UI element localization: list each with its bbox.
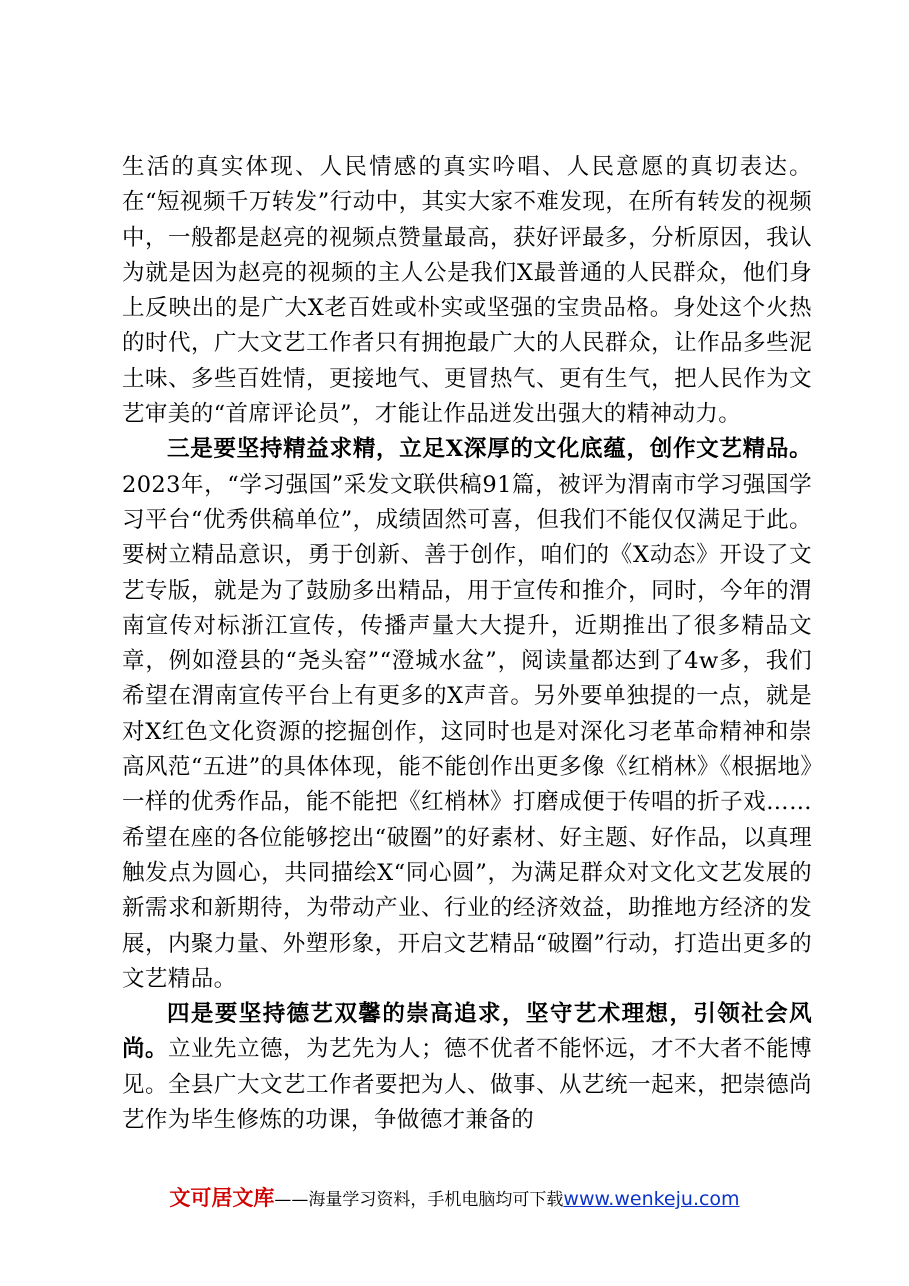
footer-brand: 文可居文库 bbox=[169, 1186, 275, 1210]
point-three-heading: 三是要坚持精益求精，立足X深厚的文化底蕴，创作文艺精品。 bbox=[167, 436, 812, 463]
point-four-heading: 四是要坚持德艺双馨的崇高追求，坚守艺术理想，引领社会风尚。 bbox=[122, 1001, 812, 1063]
footer-watermark bbox=[0, 1182, 909, 1212]
point-four-body: 立业先立德，为艺先为人；德不优者不能怀远，才不大者不能博见。全县广大文艺工作者要把为人、做事、从艺统一起来，把崇德尚艺作为毕生修炼的功课，争做德才兼备的 bbox=[122, 1036, 812, 1134]
paragraph-continuation: 生活的真实体现、人民情感的真实吟唱、人民意愿的真切表达。在“短视频千万转发”行动中，其实大家不难发现，在所有转发的视频中，一般都是赵亮的视频点赞量最高，获好评最多，分析原因，我认为就是因为赵亮的视频的主人公是我们X最普通的人民群众，他们身上反映出的是广大X老百姓或朴实或坚强的宝贵品格。身处这个火热的时代，广大文艺工作者只有拥抱最广大的人民群众，让作品多些泥土味、多些百姓情，更接地气、更冒热气、更有生气，把人民作为文艺审美的“首席评论员”，才能让作品迸发出强大的精神动力。 bbox=[122, 154, 812, 428]
point-three-body: 2023年，“学习强国”采发文联供稿91篇，被评为渭南市学习强国学习平台“优秀供稿单位”，成绩固然可喜，但我们不能仅仅满足于此。要树立精品意识，勇于创新、善于创作，咱们的《X动态》开设了文艺专版，就是为了鼓励多出精品，用于宣传和推介，同时，今年的渭南宣传对标浙江宣传，传播声量大大提升，近期推出了很多精品文章，例如澄县的“尧头窑”“澄城水盆”，阅读量都达到了4w多，我们希望在渭南宣传平台上有更多的X声音。另外要单独提的一点，就是对X红色文化资源的挖掘创作，这同时也是对深化习老革命精神和崇高风范“五进”的具体体现，能不能创作出更多像《红梢林》《根据地》一样的优秀作品，能不能把《红梢林》打磨成便于传唱的折子戏……希望在座的各位能够挖出“破圈”的好素材、好主题、好作品，以真理触发点为圆心，共同描绘X“同心圆”，为满足群众对文化文艺发展的新需求和新期待，为带动产业、行业的经济效益，助推地方经济的发展，内聚力量、外塑形象，开启文艺精品“破圈”行动，打造出更多的文艺精品。 bbox=[122, 471, 812, 992]
paragraph-point-four bbox=[122, 997, 812, 1138]
footer-tagline: ——海量学习资料，手机电脑均可下载 bbox=[274, 1190, 564, 1210]
document-body bbox=[122, 150, 812, 1138]
footer-url-link[interactable]: www.wenkeju.com bbox=[563, 1188, 740, 1210]
paragraph-point-three bbox=[122, 432, 812, 997]
